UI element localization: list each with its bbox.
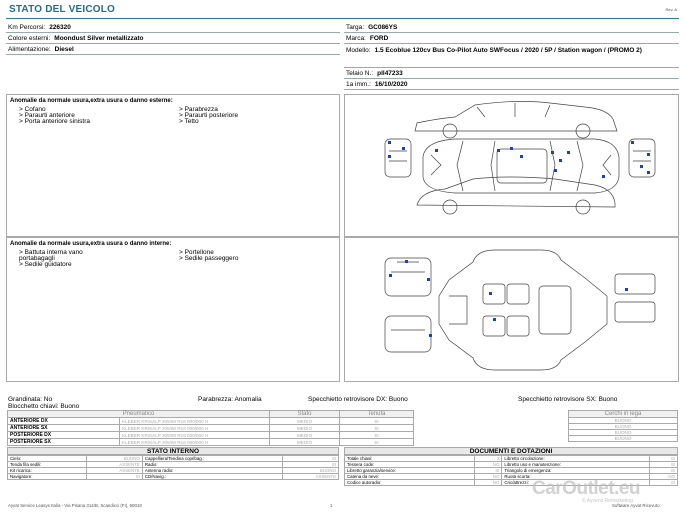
footer-address: Ayvat Service Leasys Italia - Via Pisana 314/B, Scandicci (FI), 50018 xyxy=(8,503,142,508)
row-label: Catena da neve: xyxy=(345,474,475,480)
internal-car-diagram-panel xyxy=(344,237,679,382)
table-header-row xyxy=(569,411,678,418)
damage-marker xyxy=(551,151,554,154)
tyre-tenuta: SI xyxy=(340,418,414,425)
vehicle-info-right xyxy=(344,22,679,90)
external-anomalies-title: Anomalie da normale usura,extra usura o danno esterne: xyxy=(10,98,173,104)
row-label: Libretto uso e manutenzione: xyxy=(502,462,650,468)
car-interior-diagram xyxy=(345,238,678,381)
damage-marker xyxy=(631,141,634,144)
row-value: SI xyxy=(474,468,502,474)
external-col-1 xyxy=(19,107,179,126)
damage-marker xyxy=(497,149,500,152)
tyre-description: KLEBER KRISALP 205/60 R16 000/000 H xyxy=(120,418,270,425)
damage-marker xyxy=(493,318,496,321)
blocchetto-text: Blocchetto chiavi: Buono xyxy=(8,403,80,410)
damage-marker xyxy=(429,334,432,337)
damage-marker xyxy=(405,260,408,263)
list-item: > Sedile guidatore xyxy=(19,261,72,269)
car-side-top-outline xyxy=(415,101,617,131)
damage-marker xyxy=(388,141,391,144)
tenuta-header: Tenuta xyxy=(340,411,414,418)
car-interior-plan-outline xyxy=(439,250,607,370)
telaio-label: Telaio N.: xyxy=(346,70,374,77)
table-row xyxy=(8,432,414,439)
list-item: > Cofano xyxy=(19,106,46,113)
row-value: ASSENTE xyxy=(283,474,339,480)
row-label: Libretto garanzia/service: xyxy=(345,468,475,474)
list-item: > Paraurti posteriore xyxy=(179,112,239,120)
damage-marker xyxy=(559,159,562,162)
specchietto-sx-text: Specchietto retrovisore SX: Buono xyxy=(518,396,618,403)
cerchi-table xyxy=(568,410,678,442)
damage-marker xyxy=(510,147,513,150)
row-value: NO xyxy=(474,474,502,480)
list-item: > Parabrezza xyxy=(179,106,218,113)
damage-marker xyxy=(520,155,523,158)
external-col-2 xyxy=(179,107,339,126)
damage-marker xyxy=(435,149,438,152)
color-value: Moondust Silver metallizzato xyxy=(54,35,144,42)
car-rear-outline xyxy=(629,139,655,177)
telaio-value: pll47233 xyxy=(377,70,403,77)
vehicle-info-left xyxy=(6,22,340,55)
row-label: CD/Navig.: xyxy=(142,474,282,480)
row-value: BUONO xyxy=(87,456,143,462)
table-row xyxy=(8,418,414,425)
external-anomalies-panel xyxy=(6,94,340,237)
telaio-row xyxy=(344,68,679,79)
km-label: Km Percorsi: xyxy=(8,24,46,31)
cerchi-value: BUONO xyxy=(569,418,678,424)
parabrezza-text: Parabrezza: Anomalia xyxy=(198,396,262,403)
table-header-row xyxy=(8,411,414,418)
damage-marker xyxy=(647,153,650,156)
row-label: Tessera code: xyxy=(345,462,475,468)
km-row xyxy=(6,22,340,33)
page-number: 1 xyxy=(330,503,333,508)
stato-header: Stato xyxy=(270,411,340,418)
tyre-position: POSTERIORE SX xyxy=(8,439,120,446)
documenti-title: DOCUMENTI E DOTAZIONI xyxy=(344,447,678,455)
tyre-position: ANTERIORE SX xyxy=(8,425,120,432)
damage-markers xyxy=(388,141,650,178)
title-divider xyxy=(6,18,679,19)
row-label: Triangolo di emergenza: xyxy=(502,468,650,474)
row-value: SI xyxy=(650,456,678,462)
row-value: ASSENTE xyxy=(87,468,143,474)
grandinata-text: Grandinata: No xyxy=(8,396,53,403)
modello-value: 1.5 Ecoblue 120cv Bus Co-Pilot Auto SWFocus / 2020 / 5P / Station wagon / (PROMO 2) xyxy=(374,47,642,54)
immatricolazione-value: 16/10/2020 xyxy=(374,81,408,88)
cerchi-header: Cerchi in lega xyxy=(569,411,678,418)
marca-row xyxy=(344,33,679,44)
damage-markers xyxy=(389,260,628,337)
tyre-state: MEDIO xyxy=(270,432,340,439)
tyre-tenuta: SI xyxy=(340,432,414,439)
list-item: > Tetto xyxy=(179,118,199,126)
cerchi-value: BUONO xyxy=(569,430,678,436)
wheel-icon xyxy=(443,200,457,214)
modello-row xyxy=(344,44,679,68)
row-label: Libretto circolazione: xyxy=(502,456,650,462)
revision-label: Rev. A xyxy=(665,7,677,12)
tyre-description: KLEBER KRISALP 205/60 R16 000/000 H xyxy=(120,439,270,446)
row-value: NO xyxy=(474,480,502,486)
row-value: BUONO xyxy=(283,468,339,474)
list-item: > Portellone xyxy=(179,249,214,256)
marca-value: FORD xyxy=(369,35,389,42)
table-row xyxy=(569,436,678,442)
row-label: Navigatore: xyxy=(8,474,87,480)
marca-label: Marca: xyxy=(346,35,366,42)
damage-marker xyxy=(402,147,405,150)
internal-col-2 xyxy=(179,250,339,269)
km-value: 226320 xyxy=(49,24,71,31)
list-item: > Porta anteriore sinistra xyxy=(19,118,90,126)
row-value: 2 xyxy=(474,456,502,462)
row-label: Codice autoradio: xyxy=(345,480,475,486)
list-item: > Paraurti anteriore xyxy=(19,112,75,120)
fuel-row xyxy=(6,44,340,55)
row-label: Cielo: xyxy=(8,456,87,462)
damage-marker xyxy=(640,165,643,168)
color-label: Colore esterni: xyxy=(8,35,51,42)
row-label: Ruota scorta: xyxy=(502,474,650,480)
tyre-state: MEDIO xyxy=(270,425,340,432)
tyre-state: MEDIO xyxy=(270,418,340,425)
row-value: SI xyxy=(283,462,339,468)
row-value: ASSENTE xyxy=(87,462,143,468)
damage-marker xyxy=(567,151,570,154)
row-label: Radio: xyxy=(142,462,282,468)
external-anomalies-list xyxy=(7,107,339,126)
watermark-logo: CarOutlet.eu xyxy=(532,478,641,499)
damage-marker xyxy=(554,169,557,172)
row-value: SI xyxy=(650,480,678,486)
cerchi-value: BUONO xyxy=(569,424,678,430)
color-row xyxy=(6,33,340,44)
tyre-state: MEDIO xyxy=(270,439,340,446)
internal-anomalies-panel xyxy=(6,237,340,382)
table-row xyxy=(8,474,339,480)
stato-interno-table xyxy=(7,455,339,480)
footer-right: Software Ayvat Ricevuto xyxy=(612,503,660,508)
fuel-value: Diesel xyxy=(54,46,74,53)
tyre-tenuta: SI xyxy=(340,439,414,446)
immatricolazione-label: 1a imm.: xyxy=(346,81,371,88)
targa-row xyxy=(344,22,679,33)
fuel-label: Alimentazione: xyxy=(8,46,51,53)
row-label: Totale chiavi: xyxy=(345,456,475,462)
watermark-subtext: © Ayvens Remarketing xyxy=(582,498,633,504)
row-label: Antenna radio: xyxy=(142,468,282,474)
targa-value: GC086YS xyxy=(368,24,398,31)
external-car-diagram-panel xyxy=(344,94,679,237)
tyres-table xyxy=(7,410,414,446)
row-value: SI xyxy=(283,456,339,462)
row-value: SI xyxy=(650,468,678,474)
list-item: > Sedile passeggero xyxy=(179,255,239,263)
damage-marker xyxy=(602,175,605,178)
internal-anomalies-title: Anomalie da normale usura,extra usura o danno interne: xyxy=(10,241,172,247)
table-row xyxy=(8,425,414,432)
tyre-position: ANTERIORE DX xyxy=(8,418,120,425)
damage-marker xyxy=(489,292,492,295)
specchietto-dx-text: Specchietto retrovisore DX: Buono xyxy=(308,396,408,403)
modello-label: Modello: xyxy=(346,47,371,54)
status-line xyxy=(8,396,680,410)
internal-anomalies-list xyxy=(7,250,339,269)
list-item: portabagagli xyxy=(19,255,55,263)
immatricolazione-row xyxy=(344,79,679,90)
damage-marker xyxy=(388,155,391,158)
row-label: Cric/attrezzi: xyxy=(502,480,650,486)
page-title: STATO DEL VEICOLO xyxy=(9,4,116,15)
row-label: Tenda fila sedili: xyxy=(8,462,87,468)
damage-marker xyxy=(625,288,628,291)
damage-marker xyxy=(389,274,392,277)
row-value: SI xyxy=(650,462,678,468)
internal-col-1 xyxy=(19,250,179,269)
cerchi-value: BUONO xyxy=(569,436,678,442)
car-side-panel-outline xyxy=(615,274,655,294)
row-value: SI xyxy=(87,474,143,480)
tyre-description: KLEBER KRISALP 205/60 R16 000/000 H xyxy=(120,432,270,439)
row-value: NO xyxy=(650,474,678,480)
row-label: Kit ricarica: xyxy=(8,468,87,474)
car-plan-outline xyxy=(423,139,619,193)
stato-interno-section xyxy=(7,447,339,480)
damage-marker xyxy=(647,171,650,174)
row-label: Cappelliera/Tendina copribag.: xyxy=(142,456,282,462)
list-item: > Battuta interna vano xyxy=(19,249,83,256)
car-exterior-diagram xyxy=(345,95,678,236)
damage-marker xyxy=(427,278,430,281)
row-value: NO xyxy=(474,462,502,468)
tyre-tenuta: SI xyxy=(340,425,414,432)
targa-label: Targa: xyxy=(346,24,365,31)
pneumatico-header: Pneumatico xyxy=(8,411,270,418)
tyre-description: KLEBER KRISALP 205/60 R16 000/000 H xyxy=(120,425,270,432)
tyre-position: POSTERIORE DX xyxy=(8,432,120,439)
car-front-interior-outline xyxy=(385,316,431,352)
stato-interno-title: STATO INTERNO xyxy=(7,447,339,455)
table-row xyxy=(8,439,414,446)
